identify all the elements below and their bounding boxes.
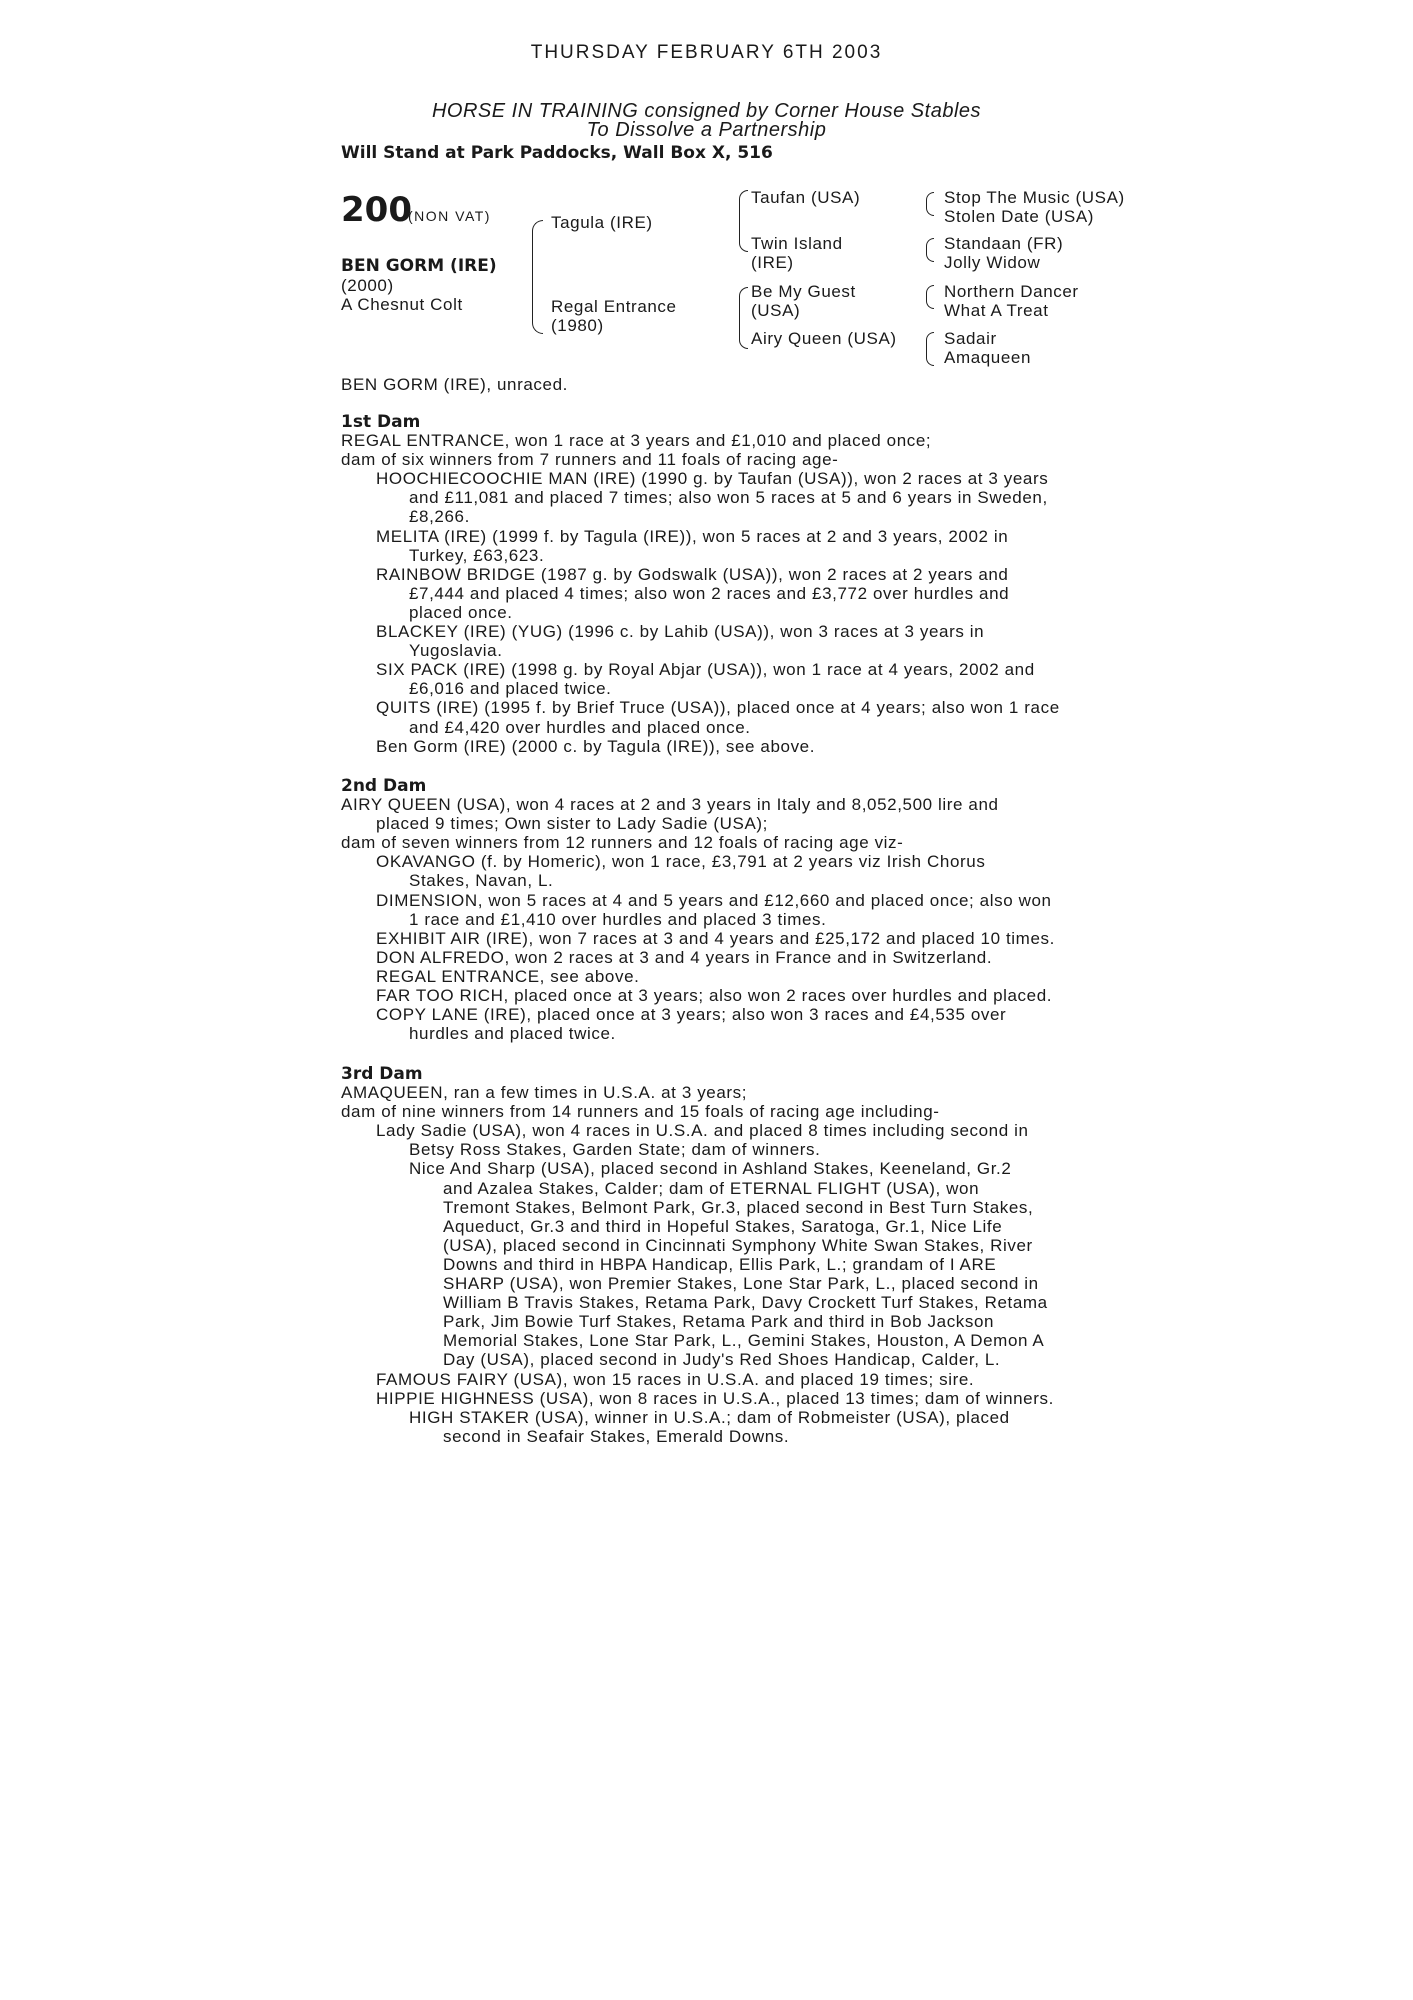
first-dam-line: £6,016 and placed twice. bbox=[409, 679, 612, 699]
second-dam-line: DON ALFREDO, won 2 races at 3 and 4 years in France and in Switzerland. bbox=[376, 947, 993, 967]
second-dam-line: DIMENSION, won 5 races at 4 and 5 years and £12,660 and placed once; also won bbox=[376, 890, 1052, 910]
third-dam-line: Downs and third in HBPA Handicap, Ellis Park, L.; grandam of I ARE bbox=[443, 1254, 997, 1274]
intro-line: BEN GORM (IRE), unraced. bbox=[341, 375, 568, 394]
first-dam-line: QUITS (IRE) (1995 f. by Brief Truce (USA)), placed once at 4 years; also won 1 race bbox=[376, 698, 1060, 718]
third-dam-line: and Azalea Stakes, Calder; dam of ETERNAL FLIGHT (USA), won bbox=[443, 1178, 980, 1198]
first-dam-line: HOOCHIECOOCHIE MAN (IRE) (1990 g. by Taufan (USA)), won 2 races at 3 years bbox=[376, 469, 1049, 489]
pedigree-brace-g2 bbox=[926, 238, 934, 262]
second-dam-line: OKAVANGO (f. by Homeric), won 1 race, £3,791 at 2 years viz Irish Chorus bbox=[376, 852, 986, 872]
second-dam-title: 2nd Dam bbox=[341, 776, 427, 796]
third-dam-line: HIGH STAKER (USA), winner in U.S.A.; dam of Robmeister (USA), placed bbox=[409, 1407, 1010, 1427]
first-dam-line: REGAL ENTRANCE, won 1 race at 3 years and £1,010 and placed once; bbox=[341, 431, 932, 450]
pedigree-brace-g4 bbox=[926, 332, 934, 366]
third-dam-line: AMAQUEEN, ran a few times in U.S.A. at 3 years; bbox=[341, 1083, 748, 1102]
foaling-year: (2000) bbox=[341, 276, 394, 295]
third-dam-line: dam of nine winners from 14 runners and 15 foals of racing age including- bbox=[341, 1102, 940, 1122]
sire-dam-line1: Twin Island bbox=[751, 234, 843, 253]
third-dam-line: Day (USA), placed second in Judy's Red Shoes Handicap, Calder, L. bbox=[443, 1350, 1001, 1370]
grandparent-3: Standaan (FR) bbox=[944, 234, 1064, 253]
pedigree-brace-g3 bbox=[926, 285, 934, 309]
consignment-line: HORSE IN TRAINING consigned by Corner House Stables bbox=[431, 100, 982, 122]
first-dam-line: MELITA (IRE) (1999 f. by Tagula (IRE)), won 5 races at 2 and 3 years, 2002 in bbox=[376, 526, 1009, 546]
grandparent-5: Northern Dancer bbox=[944, 282, 1079, 301]
second-dam-line: placed 9 times; Own sister to Lady Sadie (USA); bbox=[376, 814, 768, 834]
second-dam-line: Stakes, Navan, L. bbox=[409, 871, 554, 891]
dam-dam: Airy Queen (USA) bbox=[751, 329, 897, 348]
dam-name: Regal Entrance bbox=[551, 297, 677, 316]
grandparent-8: Amaqueen bbox=[944, 348, 1032, 367]
first-dam-line: Ben Gorm (IRE) (2000 c. by Tagula (IRE)), see above. bbox=[376, 736, 816, 756]
vat-note: (NON VAT) bbox=[408, 208, 491, 224]
third-dam-line: Aqueduct, Gr.3 and third in Hopeful Stakes, Saratoga, Gr.1, Nice Life bbox=[443, 1216, 1003, 1236]
lot-number: 200 bbox=[341, 190, 412, 230]
third-dam-line: Betsy Ross Stakes, Garden State; dam of winners. bbox=[409, 1140, 821, 1160]
third-dam-line: SHARP (USA), won Premier Stakes, Lone Star Park, L., placed second in bbox=[443, 1274, 1039, 1293]
third-dam-line: Tremont Stakes, Belmont Park, Gr.3, placed second in Best Turn Stakes, bbox=[443, 1197, 1034, 1217]
first-dam-line: and £11,081 and placed 7 times; also won 5 races at 5 and 6 years in Sweden, bbox=[409, 488, 1048, 508]
pedigree-brace-main bbox=[532, 220, 543, 334]
second-dam-line: dam of seven winners from 12 runners and 12 foals of racing age viz- bbox=[341, 833, 904, 853]
first-dam-line: placed once. bbox=[409, 602, 513, 622]
first-dam-title: 1st Dam bbox=[341, 412, 421, 432]
third-dam-line: HIPPIE HIGHNESS (USA), won 8 races in U.S.A., placed 13 times; dam of winners. bbox=[376, 1388, 1054, 1408]
grandparent-2: Stolen Date (USA) bbox=[944, 207, 1095, 226]
sire-sire: Taufan (USA) bbox=[751, 188, 861, 207]
third-dam-line: Nice And Sharp (USA), placed second in Ashland Stakes, Keeneland, Gr.2 bbox=[409, 1159, 1012, 1179]
first-dam-line: RAINBOW BRIDGE (1987 g. by Godswalk (USA)), won 2 races at 2 years and bbox=[376, 564, 1009, 584]
second-dam-line: hurdles and placed twice. bbox=[409, 1024, 616, 1044]
first-dam-line: dam of six winners from 7 runners and 11 foals of racing age- bbox=[341, 450, 839, 470]
second-dam-line: COPY LANE (IRE), placed once at 3 years; also won 3 races and £4,535 over bbox=[376, 1005, 1007, 1025]
second-dam-line: FAR TOO RICH, placed once at 3 years; also won 2 races over hurdles and placed. bbox=[376, 986, 1053, 1005]
horse-name: BEN GORM (IRE) bbox=[341, 256, 497, 276]
first-dam-line: Yugoslavia. bbox=[409, 641, 503, 661]
dam-year: (1980) bbox=[551, 316, 604, 335]
grandparent-1: Stop The Music (USA) bbox=[944, 188, 1125, 207]
third-dam-line: Lady Sadie (USA), won 4 races in U.S.A. and placed 8 times including second in bbox=[376, 1121, 1029, 1141]
third-dam-line: William B Travis Stakes, Retama Park, Davy Crockett Turf Stakes, Retama bbox=[443, 1293, 1048, 1313]
first-dam-line: SIX PACK (IRE) (1998 g. by Royal Abjar (USA)), won 1 race at 4 years, 2002 and bbox=[376, 660, 1035, 680]
dam-sire-line2: (USA) bbox=[751, 301, 801, 320]
pedigree-brace-dam bbox=[739, 287, 748, 349]
first-dam-line: Turkey, £63,623. bbox=[409, 545, 545, 565]
third-dam-line: second in Seafair Stakes, Emerald Downs. bbox=[443, 1426, 790, 1446]
pedigree-brace-g1 bbox=[926, 192, 934, 216]
first-dam-line: £7,444 and placed 4 times; also won 2 races and £3,772 over hurdles and bbox=[409, 583, 1010, 603]
horse-description: A Chesnut Colt bbox=[341, 295, 463, 314]
dam-sire-line1: Be My Guest bbox=[751, 282, 856, 301]
sale-date: THURSDAY FEBRUARY 6TH 2003 bbox=[530, 42, 883, 63]
first-dam-line: and £4,420 over hurdles and placed once. bbox=[409, 717, 751, 737]
grandparent-7: Sadair bbox=[944, 329, 997, 348]
sire-dam-line2: (IRE) bbox=[751, 253, 794, 272]
third-dam-title: 3rd Dam bbox=[341, 1064, 423, 1084]
stand-location: Will Stand at Park Paddocks, Wall Box X, 516 bbox=[341, 143, 773, 163]
third-dam-line: Memorial Stakes, Lone Star Park, L., Gemini Stakes, Houston, A Demon A bbox=[443, 1331, 1045, 1351]
second-dam-line: 1 race and £1,410 over hurdles and placed 3 times. bbox=[409, 909, 827, 929]
first-dam-line: £8,266. bbox=[409, 507, 470, 527]
third-dam-line: FAMOUS FAIRY (USA), won 15 races in U.S.A. and placed 19 times; sire. bbox=[376, 1369, 975, 1389]
grandparent-6: What A Treat bbox=[944, 301, 1049, 320]
first-dam-line: BLACKEY (IRE) (YUG) (1996 c. by Lahib (USA)), won 3 races at 3 years in bbox=[376, 622, 985, 641]
second-dam-line: AIRY QUEEN (USA), won 4 races at 2 and 3 years in Italy and 8,052,500 lire and bbox=[341, 795, 999, 814]
third-dam-line: Park, Jim Bowie Turf Stakes, Retama Park and third in Bob Jackson bbox=[443, 1312, 995, 1332]
partnership-line: To Dissolve a Partnership bbox=[586, 119, 827, 141]
second-dam-line: REGAL ENTRANCE, see above. bbox=[376, 966, 640, 986]
second-dam-line: EXHIBIT AIR (IRE), won 7 races at 3 and 4 years and £25,172 and placed 10 times. bbox=[376, 928, 1055, 948]
pedigree-brace-sire bbox=[739, 190, 748, 252]
grandparent-4: Jolly Widow bbox=[944, 253, 1041, 272]
third-dam-line: (USA), placed second in Cincinnati Symphony White Swan Stakes, River bbox=[443, 1235, 1033, 1255]
sire-name: Tagula (IRE) bbox=[551, 213, 653, 232]
